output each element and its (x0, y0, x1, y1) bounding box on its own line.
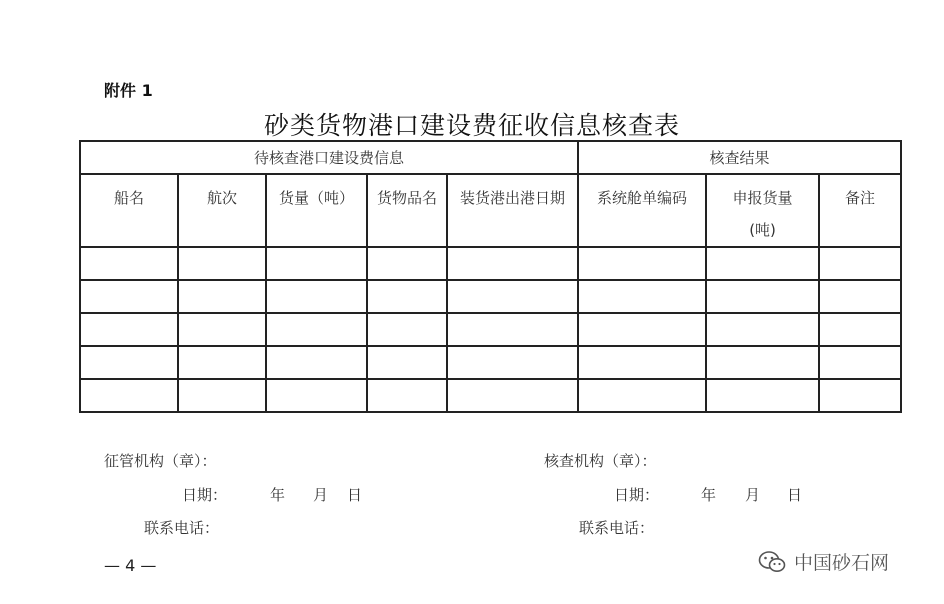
watermark-text: 中国砂石网 (794, 552, 890, 574)
table-cell (80, 346, 178, 379)
column-header-line1: 系统舱单编码 (597, 189, 688, 207)
table-cell (178, 313, 266, 346)
column-header (367, 174, 447, 247)
table-cell (447, 379, 578, 412)
table-row (80, 280, 901, 313)
table-cell (706, 346, 819, 379)
left-phone-label: 联系电话： (144, 519, 220, 537)
group-header-result: 核查结果 (578, 141, 901, 174)
column-header (80, 174, 178, 247)
table-cell (80, 280, 178, 313)
table-row (80, 313, 901, 346)
table-cell (266, 247, 367, 280)
right-date-label: 日期： (614, 486, 660, 504)
table-cell (706, 313, 819, 346)
table-cell (80, 247, 178, 280)
right-day-label: 日 (787, 486, 803, 504)
column-header (178, 174, 266, 247)
table-cell (266, 280, 367, 313)
right-phone-label: 联系电话： (579, 519, 655, 537)
table-cell (367, 379, 447, 412)
table-cell (367, 247, 447, 280)
table-cell (447, 247, 578, 280)
column-header-line1: 货量（吨） (278, 189, 354, 207)
table-cell (447, 313, 578, 346)
table-cell (706, 247, 819, 280)
table-cell (367, 313, 447, 346)
right-year-label: 年 (701, 486, 717, 504)
table-cell (367, 280, 447, 313)
left-day-label: 日 (347, 486, 363, 504)
column-header (266, 174, 367, 247)
table-cell (819, 280, 901, 313)
table-cell (367, 346, 447, 379)
column-header-line1: 装货港出港日期 (460, 189, 566, 207)
watermark (758, 548, 889, 575)
page-number: — 4 — (104, 556, 157, 575)
table-cell (178, 346, 266, 379)
column-header-line1: 航次 (206, 189, 237, 207)
table-cell (178, 379, 266, 412)
right-org-label: 核查机构（章）： (544, 452, 657, 470)
table-cell (578, 247, 706, 280)
left-date-label: 日期： (182, 486, 228, 504)
verification-table (79, 140, 902, 413)
table-cell (819, 313, 901, 346)
column-header (706, 174, 819, 247)
table-cell (266, 346, 367, 379)
table-cell (578, 313, 706, 346)
column-header-line1: 申报货量 (732, 189, 793, 207)
column-header (578, 174, 706, 247)
right-month-label: 月 (745, 486, 761, 504)
table-cell (266, 313, 367, 346)
table-cell (578, 346, 706, 379)
table-cell (80, 313, 178, 346)
attachment-label: 附件 1 (104, 81, 153, 100)
table-cell (706, 280, 819, 313)
table-cell (578, 280, 706, 313)
table-cell (178, 247, 266, 280)
table-cell (80, 379, 178, 412)
table-cell (706, 379, 819, 412)
form-title: 砂类货物港口建设费征收信息核查表 (263, 111, 680, 140)
table-cell (178, 280, 266, 313)
table-cell (819, 346, 901, 379)
column-header-line2: (吨) (749, 221, 776, 239)
table-cell (819, 247, 901, 280)
left-org-label: 征管机构（章）： (104, 452, 217, 470)
column-header (819, 174, 901, 247)
table-cell (447, 280, 578, 313)
column-header-line1: 备注 (845, 189, 876, 207)
left-month-label: 月 (313, 486, 329, 504)
table-row (80, 247, 901, 280)
column-header-line1: 货物品名 (376, 189, 437, 207)
column-header (447, 174, 578, 247)
table-cell (819, 379, 901, 412)
column-header-line1: 船名 (113, 189, 144, 207)
table-cell (266, 379, 367, 412)
table-cell (578, 379, 706, 412)
table-row (80, 346, 901, 379)
wechat-icon (758, 550, 786, 574)
left-year-label: 年 (270, 486, 286, 504)
table-row (80, 379, 901, 412)
table-cell (447, 346, 578, 379)
group-header-pending-info: 待核查港口建设费信息 (80, 141, 578, 174)
